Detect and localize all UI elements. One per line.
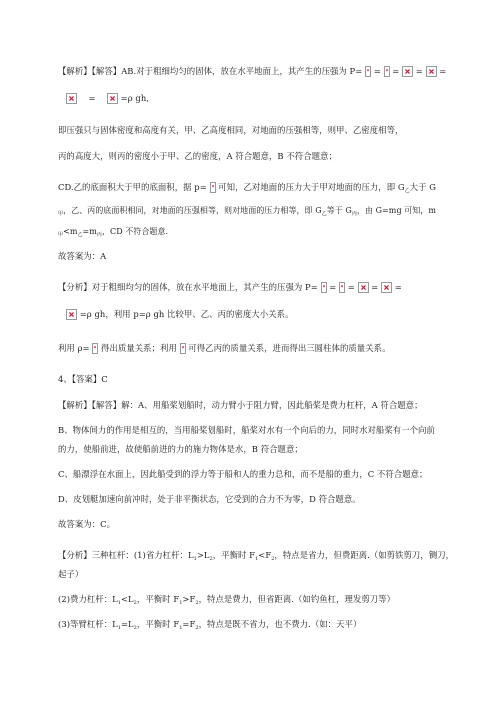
text-line <box>58 569 83 580</box>
text-span: 丙的高度大，则丙的密度小于甲、乙的密度，A 符合题意，B 不符合题意； <box>58 151 337 161</box>
broken-image-icon <box>66 309 77 320</box>
question-answer-heading <box>58 374 108 385</box>
text-span: (2)费力杠杆：L <box>58 594 118 604</box>
broken-image-icon <box>384 66 390 77</box>
equals-sign: = <box>373 66 381 76</box>
subscript: 1 <box>193 556 197 562</box>
text-span: CD.乙的底面积大于甲的底面积，据 p= <box>58 182 207 192</box>
text-span: 【解析】【解答】AB.对于粗细均匀的固体，放在水平地面上，其产生的压强为 P= <box>58 66 363 76</box>
broken-image-icon <box>92 343 98 354</box>
text-line <box>58 425 435 436</box>
text-span: B、物体间力的作用是相互的，当用船桨划船时，船桨对水有一个向后的力，同时水对船桨有一个向前 <box>58 425 435 435</box>
subscript: 丙 <box>96 232 102 238</box>
equals-sign: = <box>329 282 337 292</box>
text-span: 的力，使船前进，故使船前进的力的施力物体是水，B 符合题意； <box>58 444 303 454</box>
text-span: ，平衡时 F <box>136 594 180 604</box>
analysis-line <box>58 282 402 293</box>
text-line <box>58 469 427 480</box>
subscript: 1 <box>179 625 183 631</box>
text-line <box>58 151 337 162</box>
answer-line <box>58 251 106 262</box>
text-span: 大于 G <box>409 182 436 192</box>
subscript: 1 <box>117 625 121 631</box>
equals-sign: = <box>371 282 379 292</box>
text-span: 利用 ρ= <box>58 343 90 353</box>
subscript: 2 <box>271 556 275 562</box>
text-span: 即压强只与固体密度和高度有关，甲、乙高度相同，对地面的压强相等，则甲、乙密度相等， <box>58 125 404 135</box>
text-line <box>58 400 423 411</box>
subscript: 2 <box>133 600 137 606</box>
subscript: 乙 <box>77 232 83 238</box>
text-line <box>58 343 391 354</box>
text-span: ，平衡时 F <box>212 550 256 560</box>
text-span: 得出质量关系；利用 <box>101 343 177 353</box>
broken-image-icon <box>321 282 327 293</box>
subscript: 1 <box>255 556 259 562</box>
text-line <box>58 494 361 505</box>
text-span: 【分析】三种杠杆：(1)省力杠杆：L <box>58 550 194 560</box>
solution-cd-line <box>58 182 436 197</box>
equals-sign: = <box>415 66 423 76</box>
subscript: 2 <box>209 556 213 562</box>
text-span: 4、【答案】C <box>58 374 108 384</box>
lever-line-1 <box>58 550 454 565</box>
text-span: (3)等臂杠杆：L <box>58 619 118 629</box>
broken-image-icon <box>358 282 369 293</box>
text-line <box>58 226 168 241</box>
text-line <box>58 205 436 220</box>
subscript: 2 <box>195 600 199 606</box>
text-span: 【分析】对于粗细均匀的固体，放在水平地面上，其产生的压强为 P= <box>58 282 318 292</box>
broken-image-icon <box>180 343 186 354</box>
subscript: 2 <box>195 625 199 631</box>
subscript: 2 <box>133 625 137 631</box>
text-span: >L <box>196 550 210 560</box>
text-span: <m <box>63 227 78 236</box>
text-span: =F <box>182 619 196 629</box>
equals-sign: = <box>392 66 400 76</box>
broken-image-icon <box>402 66 413 77</box>
text-line <box>58 125 403 136</box>
text-span: =L <box>120 619 134 629</box>
text-span: C、船漂浮在水面上，因此船受到的浮力等于船和人的重力总和，而不是船的重力，C 不符合题意； <box>58 469 428 479</box>
text-span: 可知，乙对地面的压力大于甲对地面的压力，即 G <box>218 182 405 192</box>
text-span: ，乙、丙的底面积相同，对地面的压强相等，则对地面的压力相等，即 G <box>63 206 322 215</box>
text-span: =ρ gh，利用 p=ρ gh 比较甲、乙、丙的密度大小关系。 <box>79 309 294 319</box>
subscript: 乙 <box>404 188 410 194</box>
text-line <box>66 309 293 320</box>
text-span: =ρ gh, <box>120 93 149 103</box>
broken-image-icon <box>381 282 392 293</box>
broken-image-icon <box>426 66 437 77</box>
broken-image-icon <box>210 182 216 193</box>
broken-image-icon <box>107 93 118 104</box>
text-span: ，特点是省力，但费距离.（如剪铁剪刀，铡刀， <box>274 550 455 560</box>
formula-line <box>66 93 149 104</box>
subscript: 甲 <box>58 232 64 238</box>
text-span: 可得乙丙的质量关系，进而得出三圆柱体的质量关系。 <box>188 343 391 353</box>
text-span: >F <box>182 594 196 604</box>
text-span: 【解析】【解答】解：A、用船桨划船时，动力臂小于阻力臂，因此船桨是费力杠杆，A 符合题意； <box>58 400 423 410</box>
text-span: <F <box>258 550 272 560</box>
text-span: 故答案为：C。 <box>58 519 116 529</box>
equals-sign: = <box>439 66 447 76</box>
text-span: ，由 G=mg 可知，m <box>356 206 436 215</box>
text-span: ，平衡时 F <box>136 619 180 629</box>
broken-image-icon <box>66 93 77 104</box>
text-span: ，特点是既不省力，也不费力.（如：天平） <box>198 619 362 629</box>
text-line <box>58 444 303 455</box>
subscript: 丙 <box>351 211 357 217</box>
answer-line <box>58 519 115 530</box>
text-span: <L <box>120 594 134 604</box>
solution-ab-line <box>58 66 446 77</box>
equals-sign: = <box>88 93 96 103</box>
text-span: 故答案为：A <box>58 251 107 261</box>
broken-image-icon <box>339 282 345 293</box>
text-span: ，CD 不符合题意. <box>101 227 169 236</box>
subscript: 1 <box>179 600 183 606</box>
subscript: 1 <box>117 600 121 606</box>
subscript: 甲 <box>58 211 64 217</box>
lever-line-2 <box>58 594 395 609</box>
equals-sign: = <box>394 282 402 292</box>
text-span: =m <box>82 227 97 236</box>
text-span: ，特点是费力，但省距离.（如钓鱼杠，理发剪刀等） <box>198 594 396 604</box>
broken-image-icon <box>365 66 371 77</box>
equals-sign: = <box>347 282 355 292</box>
lever-line-3 <box>58 619 361 634</box>
text-span: 等于 G <box>326 206 352 215</box>
text-span: D、皮划艇加速向前冲时，处于非平衡状态，它受到的合力不为零，D 符合题意。 <box>58 494 361 504</box>
text-span: 起子） <box>58 569 84 579</box>
subscript: 乙 <box>321 211 327 217</box>
